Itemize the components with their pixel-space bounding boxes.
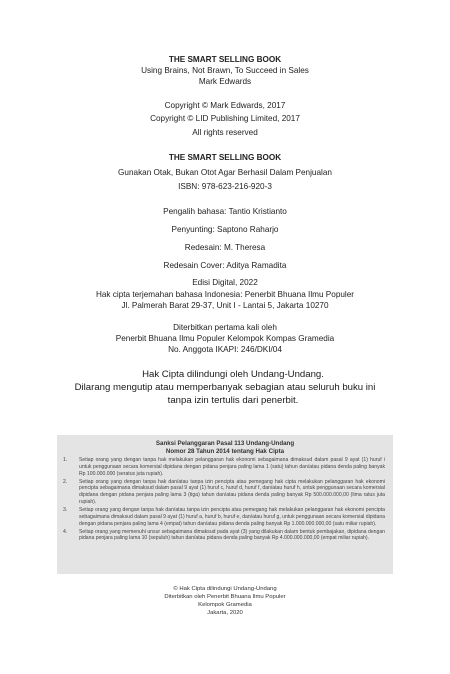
original-rights: All rights reserved bbox=[192, 128, 258, 137]
edition: Edisi Digital, 2022 bbox=[192, 278, 258, 287]
original-author: Mark Edwards bbox=[198, 77, 252, 86]
footer-line2: Diterbitkan oleh Penerbit Bhuana Ilmu Populer bbox=[164, 594, 286, 600]
original-subtitle: Using Brains, Not Brawn, To Succeed in Sales bbox=[141, 66, 309, 75]
credit-designer: Redesain: M. Theresa bbox=[184, 243, 266, 252]
original-copyright-author: Copyright © Mark Edwards, 2017 bbox=[164, 101, 286, 110]
sanction-item bbox=[63, 479, 385, 506]
sanctions-title-line1: Sanksi Pelanggaran Pasal 113 Undang-Undang bbox=[155, 440, 295, 447]
sanction-text: Setiap orang yang dengan tanpa hak dan/atau tanpa izin pencipta atau pemegang hak melakukan pelanggaran hak ekonomi pencipta sebagaimana dimaksud dalam pasal 9 ayat (1) huruf a, huruf b, huruf e, dan/atau huruf g, untuk penggunaan secara komersial dipidana dengan pidana penjara paling lama 4 (empat) tahun dan/atau pidana denda paling banyak Rp 1.000.000.000,00 (satu miliar rupiah). bbox=[79, 506, 385, 527]
original-copyright-publisher: Copyright © LID Publishing Limited, 2017 bbox=[150, 114, 300, 123]
published-by-line1: Diterbitkan pertama kali oleh bbox=[173, 323, 277, 332]
sanction-item bbox=[63, 507, 385, 527]
credit-translator: Pengalih bahasa: Tantio Kristianto bbox=[163, 207, 287, 216]
credit-editor: Penyunting: Saptono Raharjo bbox=[171, 225, 279, 234]
sanctions-list bbox=[63, 457, 385, 543]
sanctions-title-line2: Nomor 28 Tahun 2014 tentang Hak Cipta bbox=[165, 448, 285, 455]
ikapi-number: No. Anggota IKAPI: 246/DKI/04 bbox=[168, 345, 282, 354]
footer-line4: Jakarta, 2020 bbox=[207, 610, 243, 616]
sanction-number: 3. bbox=[63, 506, 68, 513]
sanction-number: 2. bbox=[63, 478, 68, 485]
credit-cover-designer: Redesain Cover: Aditya Ramadita bbox=[163, 261, 287, 270]
law-notice-line3: tanpa izin tertulis dari penerbit. bbox=[167, 395, 299, 406]
law-notice-line2: Dilarang mengutip atau memperbanyak sebagian atau seluruh buku ini bbox=[74, 382, 376, 393]
published-by-line2: Penerbit Bhuana Ilmu Populer Kelompok Kompas Gramedia bbox=[115, 334, 335, 343]
sanctions-box bbox=[57, 435, 393, 574]
sanction-item bbox=[63, 529, 385, 543]
original-title: THE SMART SELLING BOOK bbox=[168, 55, 282, 64]
sanction-text: Setiap orang yang dengan tanpa hak melakukan pelanggaran hak ekonomi sebagaimana dimaksud dalam pasal 9 ayat (1) huruf i untuk penggunaan secara komersial dipidana dengan pidana penjara paling lama 1 (satu) tahun dan/atau pidana denda paling banyak Rp 100.000.000 (seratus juta rupiah). bbox=[79, 457, 385, 477]
footer-line3: Kelompok Gramedia bbox=[198, 602, 252, 608]
publisher-rights-line1: Hak cipta terjemahan bahasa Indonesia: Penerbit Bhuana Ilmu Populer bbox=[95, 290, 355, 299]
isbn: ISBN: 978-623-216-920-3 bbox=[178, 182, 272, 191]
sanction-item bbox=[63, 457, 385, 477]
footer-line1: © Hak Cipta dilindungi Undang-Undang bbox=[173, 586, 277, 592]
sanction-number: 4. bbox=[63, 528, 68, 535]
translation-subtitle: Gunakan Otak, Bukan Otot Agar Berhasil Dalam Penjualan bbox=[118, 168, 332, 177]
law-notice-line1: Hak Cipta dilindungi oleh Undang-Undang. bbox=[142, 369, 324, 380]
sanction-text: Setiap orang yang memenuhi unsur sebagaimana dimaksud pada ayat (3) yang dilakukan dalam bentuk pembajakan, dipidana dengan pidana penjara paling lama 10 (sepuluh) tahun dan/atau pidana denda paling banyak Rp 4.000.000.000,00 (empat miliar rupiah). bbox=[79, 528, 385, 542]
translation-title: THE SMART SELLING BOOK bbox=[168, 153, 282, 162]
sanction-text: Setiap orang yang dengan tanpa hak dan/atau tanpa izin pencipta atau pemegang hak cipta melakukan pelanggaran hak ekonomi pencipta sebagaimana dimaksud dalam pasal 9 ayat (1) huruf c, huruf d, huruf f, dan/atau huruf h, untuk penggunaan secara komersial dipidana dengan pidana penjara paling lama 3 (tiga) tahun dan/atau pidana denda paling banyak Rp 500.000.000,00 (lima ratus juta rupiah). bbox=[79, 478, 385, 505]
sanction-number: 1. bbox=[63, 457, 68, 463]
publisher-rights-line2: Jl. Palmerah Barat 29-37, Unit I - Lantai 5, Jakarta 10270 bbox=[121, 301, 329, 310]
